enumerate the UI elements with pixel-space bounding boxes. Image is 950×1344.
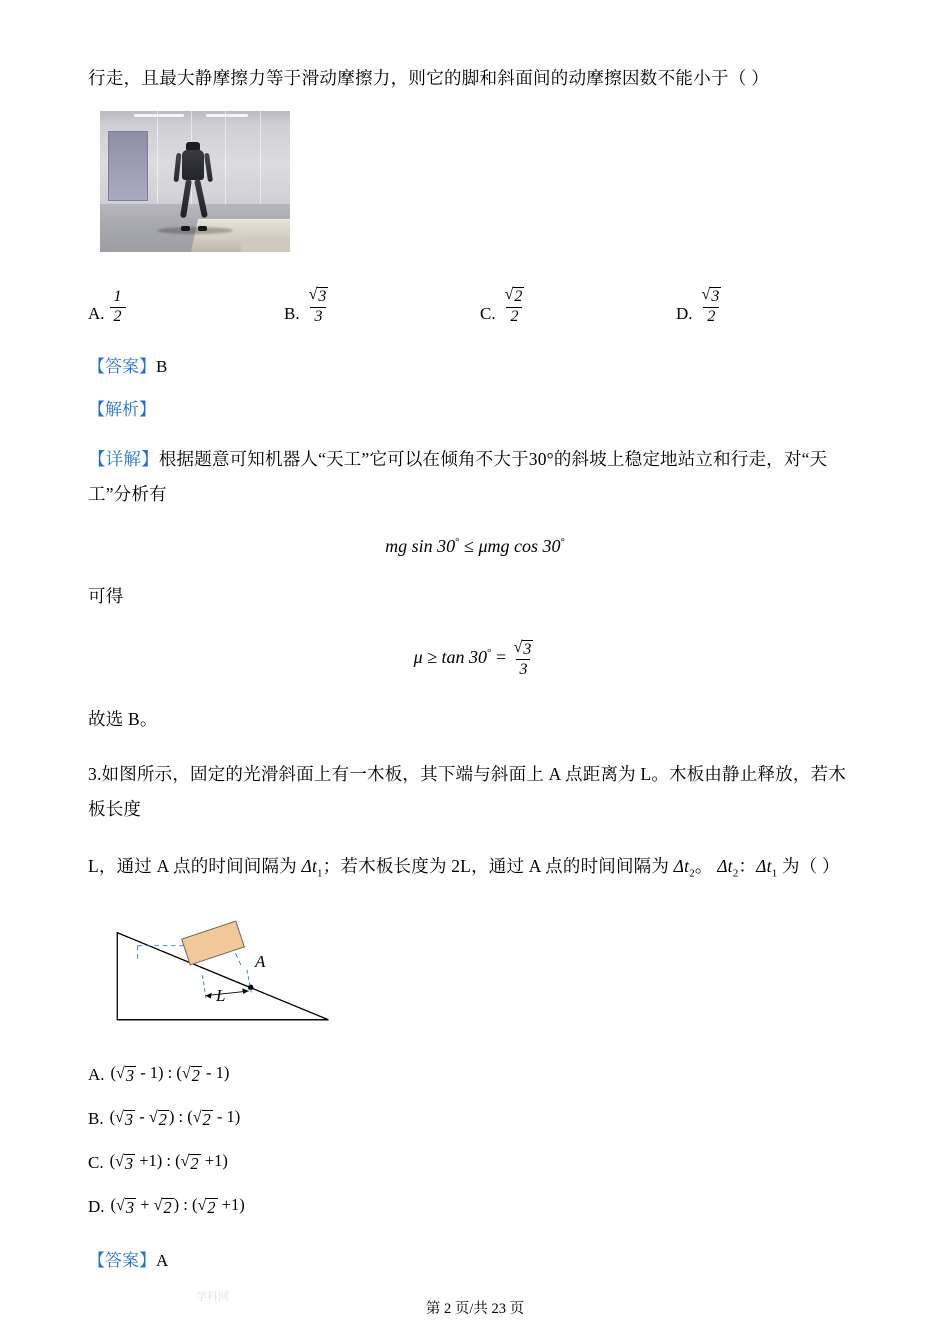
detail-text: 根据题意可知机器人“天工”它可以在倾角不大于30°的斜坡上稳定地站立和行走，对“天工”分析有 [88,449,828,505]
option-d: D. ( √ 3 + √ 2 ) : ( √ 2 +1) [88,1195,245,1218]
ceiling-light [206,114,248,117]
robot-leg-left [180,178,192,217]
answer-label: 【答案】 [88,1250,156,1270]
option-c: C. ( √ 3 +1) : ( √ 2 +1) [88,1151,228,1174]
option-d: D. √ 3 2 [676,286,725,326]
fraction-sqrt3-over-3: √ 3 3 [513,639,532,679]
label-length-l: L [216,986,226,1006]
label-point-a: A [255,952,266,972]
incline-diagram [98,902,428,1037]
option-a-expression: ( √ 3 - 1) : ( √ 2 - 1) [110,1063,230,1086]
fraction-one-half: $\frac{1}{2}$ [110,288,126,326]
robot-foot-right [198,226,207,231]
question2-stem-continuation: 行走，且最大静摩擦力等于滑动摩擦力，则它的脚和斜面间的动摩擦因数不能小于（ ） [88,68,770,88]
answer-value: B [156,357,168,377]
robot-arm-left [173,153,181,182]
question2-answer [88,352,862,377]
question2-detail [88,442,862,512]
detail-label: 【详解】 [88,449,159,470]
question2-analysis-label: 【解析】 [88,400,156,420]
formula-friction-condition: mg sin 30° ≤ μmg cos 30° [385,536,565,557]
fraction-sqrt2-over-2: √ 2 2 [504,286,523,325]
robot-torso [182,150,204,180]
incline-shape [98,929,418,1029]
page-footer: 第 2 页/共 23 页 [425,1301,525,1317]
fraction-sqrt3-over-3: √ 3 3 [308,286,327,325]
lab-door [108,131,148,201]
watermark: 学科网 [196,1291,229,1303]
option-c: C. √ 2 2 [480,286,676,326]
option-b: B. ( √ 3 - √ 2 ) : ( √ 2 - 1) [88,1107,241,1130]
question3-number: 3. [88,763,102,784]
formula-mu-result: μ ≥ tan 30° = √ 3 3 [88,638,862,680]
question2-conclusion: 故选 B。 [88,708,158,729]
answer-label: 【答案】 [88,357,156,377]
option-b-expression: ( √ 3 - √ 2 ) : ( √ 2 - 1) [109,1107,241,1130]
lab-ceiling [100,111,290,127]
question3-answer [88,1246,862,1271]
question2-options [88,286,862,326]
humanoid-robot [172,147,214,232]
option-b: B. √ 3 3 [284,286,480,326]
robot-arm-right [204,153,213,182]
test-platform-base [241,237,290,253]
question3-stem-line1: 3.如图所示，固定的光滑斜面上有一木板，其下端与斜面上 A 点距离为 L。木板由静止释放，若木板长度 [88,763,847,819]
robot-photo-figure [100,111,290,252]
question3-stem-line2: L，通过 A 点的时间间隔为 $\Delta t_1$；若木板长度为 2L，通过 A 点的时间间隔为 $\Delta t_2$。 $\Delta t_2$：$\Delta t_1$ 为（ ） [88,855,840,880]
option-a: A. ( √ 3 - 1) : ( √ 2 - 1) [88,1063,230,1086]
robot-leg-right [194,178,208,217]
robot-foot-left [181,226,190,231]
ceiling-light [134,114,183,117]
fraction-sqrt3-over-2: √ 3 2 [701,286,720,325]
answer-value: A [156,1250,169,1270]
question3-options [88,1063,862,1218]
question2-transition: 可得 [88,586,124,607]
option-a: A. $\frac{1}{2}$ [88,288,284,326]
option-d-expression: ( √ 3 + √ 2 ) : ( √ 2 +1) [110,1195,245,1218]
option-c-expression: ( √ 3 +1) : ( √ 2 +1) [109,1151,228,1174]
